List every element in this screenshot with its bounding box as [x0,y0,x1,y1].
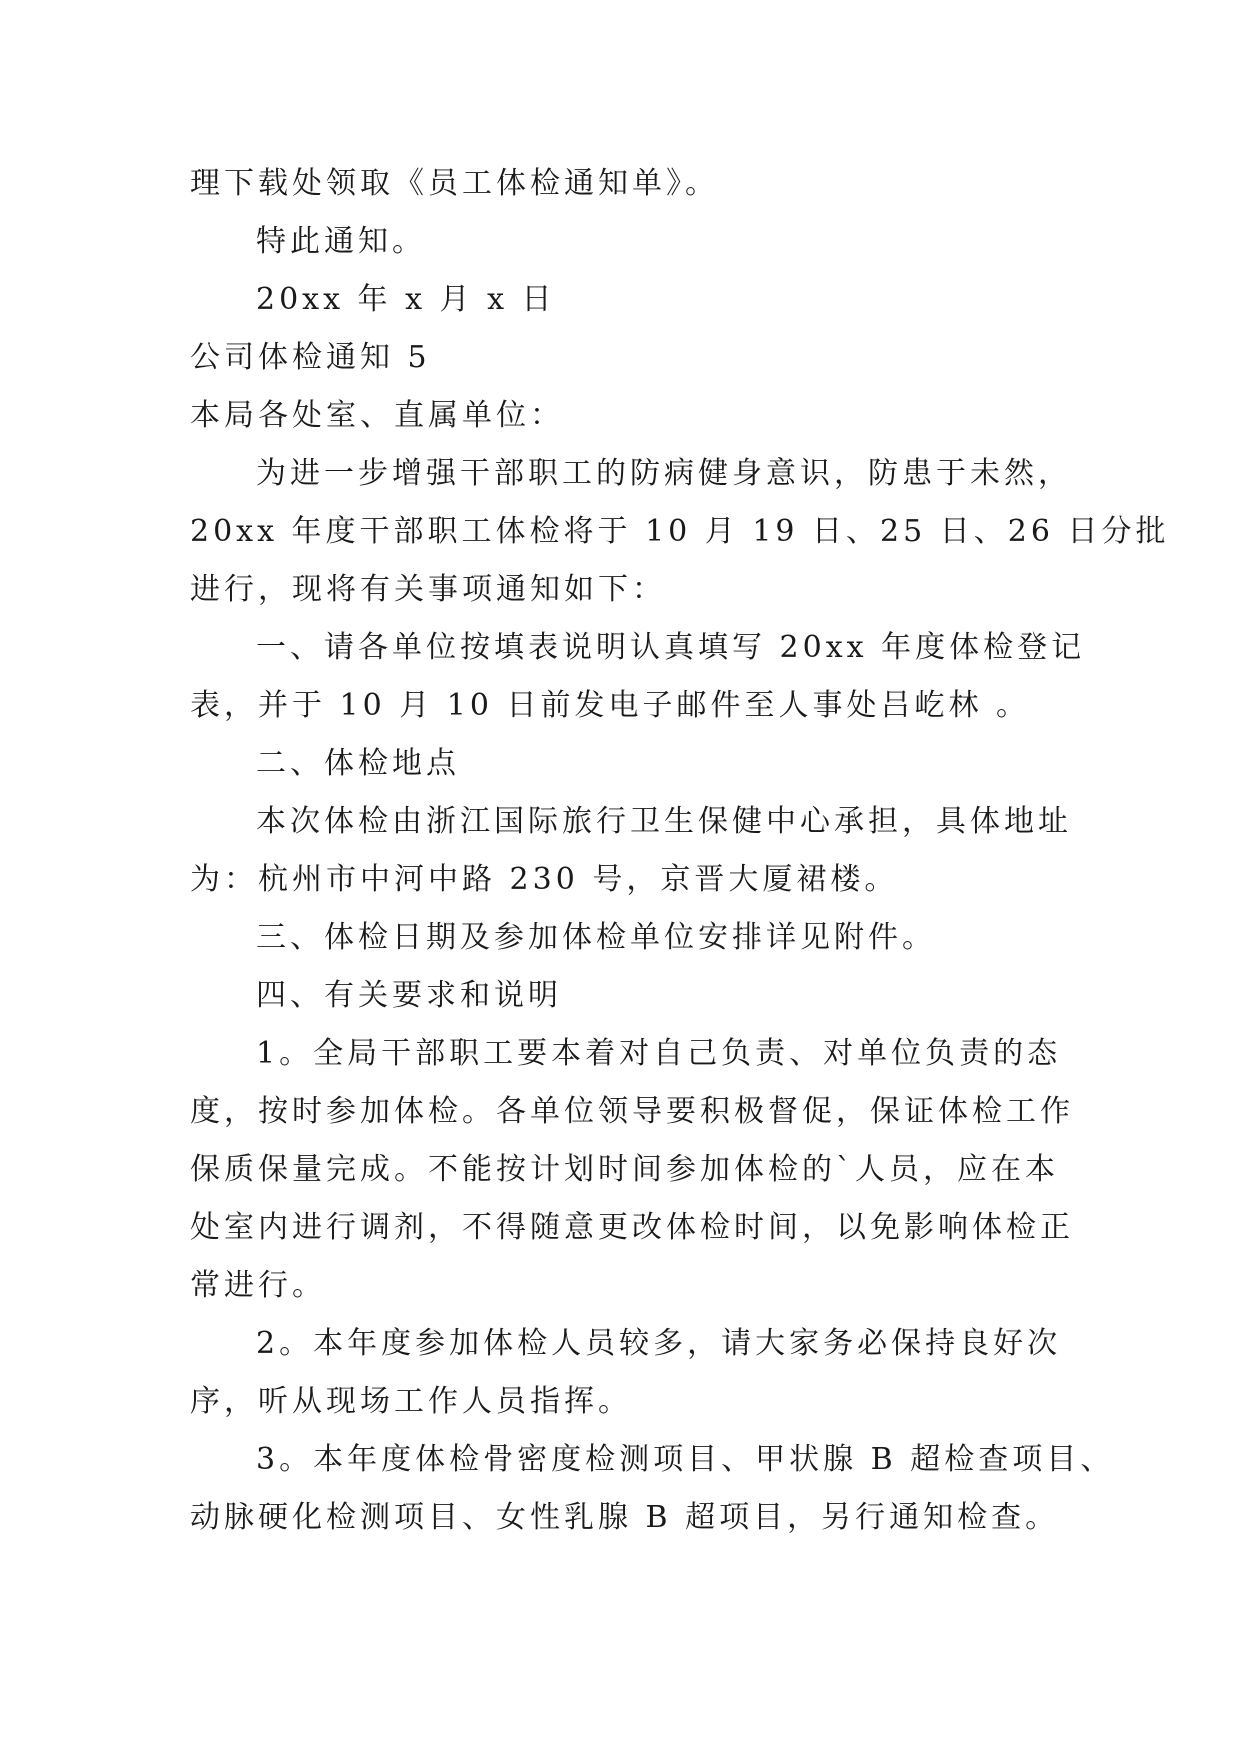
text-line: 2。本年度参加体检人员较多，请大家务必保持良好次 [256,1326,1062,1361]
text-line: 序，听从现场工作人员指挥。 [190,1384,632,1419]
text-line: 处室内进行调剂，不得随意更改体检时间，以免影响体检正 [190,1210,1074,1245]
text-line: 常进行。 [190,1268,326,1303]
section-title: 公司体检通知 5 [190,340,431,375]
date-line: 20xx 年 x 月 x 日 [256,282,556,317]
text-line: 特此通知。 [256,224,426,259]
text-line: 理下载处领取《员工体检通知单》。 [190,166,719,201]
text-line: 1。全局干部职工要本着对自己负责、对单位负责的态 [256,1036,1062,1071]
document-body [190,155,1170,1547]
salutation: 本局各处室、直属单位： [190,398,564,433]
text-line: 表，并于 10 月 10 日前发电子邮件至人事处吕屹林 。 [190,688,1031,723]
text-line: 为：杭州市中河中路 230 号，京晋大厦裙楼。 [190,862,899,897]
text-line: 本次体检由浙江国际旅行卫生保健中心承担，具体地址 [256,804,1072,839]
text-line: 动脉硬化检测项目、女性乳腺 B 超项目，另行通知检查。 [190,1500,1060,1535]
text-line: 度，按时参加体检。各单位领导要积极督促，保证体检工作 [190,1094,1074,1129]
item-heading: 二、体检地点 [256,746,460,781]
text-line: 20xx 年度干部职工体检将于 10 月 19 日、25 日、26 日分批 [190,514,1170,549]
text-line: 进行，现将有关事项通知如下： [190,572,666,607]
text-line: 为进一步增强干部职工的防病健身意识，防患于未然， [256,456,1072,491]
text-line: 保质保量完成。不能按计划时间参加体检的`人员，应在本 [190,1152,1059,1187]
item-heading: 四、有关要求和说明 [256,978,562,1013]
text-line: 一、请各单位按填表说明认真填写 20xx 年度体检登记 [256,630,1086,665]
text-line: 3。本年度体检骨密度检测项目、甲状腺 B 超检查项目、 [256,1442,1115,1477]
item-heading: 三、体检日期及参加体检单位安排详见附件。 [256,920,936,955]
